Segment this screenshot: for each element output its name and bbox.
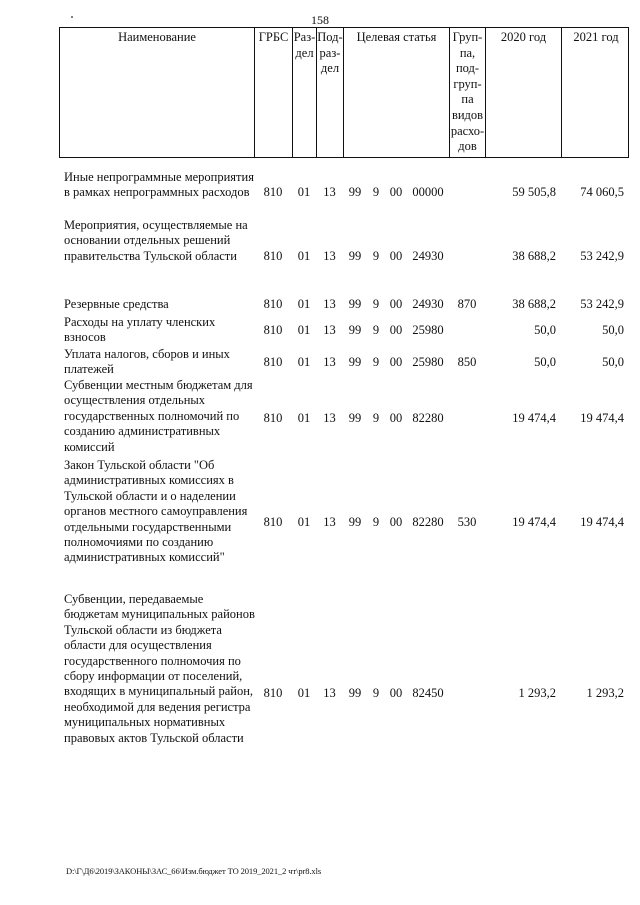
grbs: 810 <box>263 411 283 425</box>
header-group: Груп- па, под- груп- па видов расхо- дов <box>450 28 486 157</box>
amount-2021: 50,0 <box>602 323 624 337</box>
amount-2020: 59 505,8 <box>512 185 556 199</box>
expense-group: 850 <box>457 355 477 369</box>
amount-2021: 53 242,9 <box>580 297 624 311</box>
row-name: Субвенции местным бюджетам для осуществления отдельных государственных полномочий по созданию административных комиссий <box>64 378 253 454</box>
target-sub: 9 <box>372 355 380 369</box>
amount-2021: 19 474,4 <box>580 411 624 425</box>
target-main: 00 <box>389 355 403 369</box>
target-sub: 9 <box>372 411 380 425</box>
target-program: 99 <box>348 185 362 199</box>
file-path-footer: D:\Г\Д6\2019\ЗАКОНЫ\ЗАС_66\Изм.бюджет ТО 2019_2021_2 чт\pr8.xls <box>66 866 322 876</box>
header-2020: 2020 год <box>486 28 562 157</box>
target-code: 00000 <box>412 185 444 199</box>
podrazdel: 13 <box>323 411 336 425</box>
grbs: 810 <box>263 185 283 199</box>
target-code: 24930 <box>412 297 444 311</box>
expense-group: 530 <box>457 515 477 529</box>
razdel: 01 <box>297 323 311 337</box>
amount-2020: 38 688,2 <box>512 297 556 311</box>
podrazdel: 13 <box>323 297 336 311</box>
amount-2021: 1 293,2 <box>586 686 624 700</box>
target-program: 99 <box>348 323 362 337</box>
row-name: Мероприятия, осуществляемые на основании отдельных решений правительства Тульской области <box>64 218 248 263</box>
target-sub: 9 <box>372 323 380 337</box>
header-podrazdel: Под- раз- дел <box>317 28 344 157</box>
target-sub: 9 <box>372 686 380 700</box>
amount-2021: 74 060,5 <box>580 185 624 199</box>
target-program: 99 <box>348 297 362 311</box>
target-main: 00 <box>389 185 403 199</box>
target-program: 99 <box>348 686 362 700</box>
podrazdel: 13 <box>323 185 336 199</box>
target-sub: 9 <box>372 297 380 311</box>
target-code: 25980 <box>412 323 444 337</box>
header-razdel: Раз- дел <box>293 28 317 157</box>
target-program: 99 <box>348 355 362 369</box>
row-name: Резервные средства <box>64 297 169 311</box>
amount-2020: 1 293,2 <box>518 686 556 700</box>
grbs: 810 <box>263 323 283 337</box>
row-name: Иные непрограммные мероприятия в рамках непрограммных расходов <box>64 170 254 200</box>
target-main: 00 <box>389 686 403 700</box>
target-code: 82280 <box>412 411 444 425</box>
grbs: 810 <box>263 515 283 529</box>
razdel: 01 <box>297 515 311 529</box>
target-main: 00 <box>389 323 403 337</box>
podrazdel: 13 <box>323 323 336 337</box>
amount-2020: 19 474,4 <box>512 515 556 529</box>
amount-2020: 38 688,2 <box>512 249 556 263</box>
podrazdel: 13 <box>323 249 336 263</box>
amount-2021: 53 242,9 <box>580 249 624 263</box>
podrazdel: 13 <box>323 686 336 700</box>
header-target: Целевая статья <box>344 28 450 157</box>
target-main: 00 <box>389 515 403 529</box>
podrazdel: 13 <box>323 515 336 529</box>
page-number: 158 <box>311 13 329 27</box>
grbs: 810 <box>263 355 283 369</box>
amount-2020: 19 474,4 <box>512 411 556 425</box>
header-grbs: ГРБС <box>255 28 293 157</box>
grbs: 810 <box>263 297 283 311</box>
amount-2021: 50,0 <box>602 355 624 369</box>
target-sub: 9 <box>372 249 380 263</box>
header-2021: 2021 год <box>573 30 619 44</box>
target-program: 99 <box>348 515 362 529</box>
razdel: 01 <box>297 185 311 199</box>
target-main: 00 <box>389 297 403 311</box>
target-program: 99 <box>348 411 362 425</box>
header-name: Наименование <box>60 28 255 157</box>
target-program: 99 <box>348 249 362 263</box>
target-main: 00 <box>389 249 403 263</box>
row-name: Закон Тульской области "Об административных комиссиях в Тульской области и о наделении органов местного самоуправления отдельными государственными полномочиями по созданию административных комиссий" <box>64 458 248 565</box>
target-sub: 9 <box>372 515 380 529</box>
target-code: 82280 <box>412 515 444 529</box>
target-code: 24930 <box>412 249 444 263</box>
amount-2020: 50,0 <box>534 323 556 337</box>
podrazdel: 13 <box>323 355 336 369</box>
razdel: 01 <box>297 686 311 700</box>
target-sub: 9 <box>372 185 380 199</box>
razdel: 01 <box>297 297 311 311</box>
target-code: 25980 <box>412 355 444 369</box>
razdel: 01 <box>297 355 311 369</box>
amount-2020: 50,0 <box>534 355 556 369</box>
row-name: Уплата налогов, сборов и иных платежей <box>64 347 230 377</box>
razdel: 01 <box>297 249 311 263</box>
target-code: 82450 <box>412 686 444 700</box>
row-name: Субвенции, передаваемые бюджетам муниципальных районов Тульской области из бюджета области для осуществления государственного полномочия по сбору информации от поселений, входящих в муниципальный район, необходимой для ведения регистра муниципальных нормативных правовых актов Тульской области <box>64 592 255 745</box>
grbs: 810 <box>263 686 283 700</box>
target-main: 00 <box>389 411 403 425</box>
razdel: 01 <box>297 411 311 425</box>
row-name: Расходы на уплату членских взносов <box>64 315 216 345</box>
expense-group: 870 <box>457 297 477 311</box>
amount-2021: 19 474,4 <box>580 515 624 529</box>
grbs: 810 <box>263 249 283 263</box>
